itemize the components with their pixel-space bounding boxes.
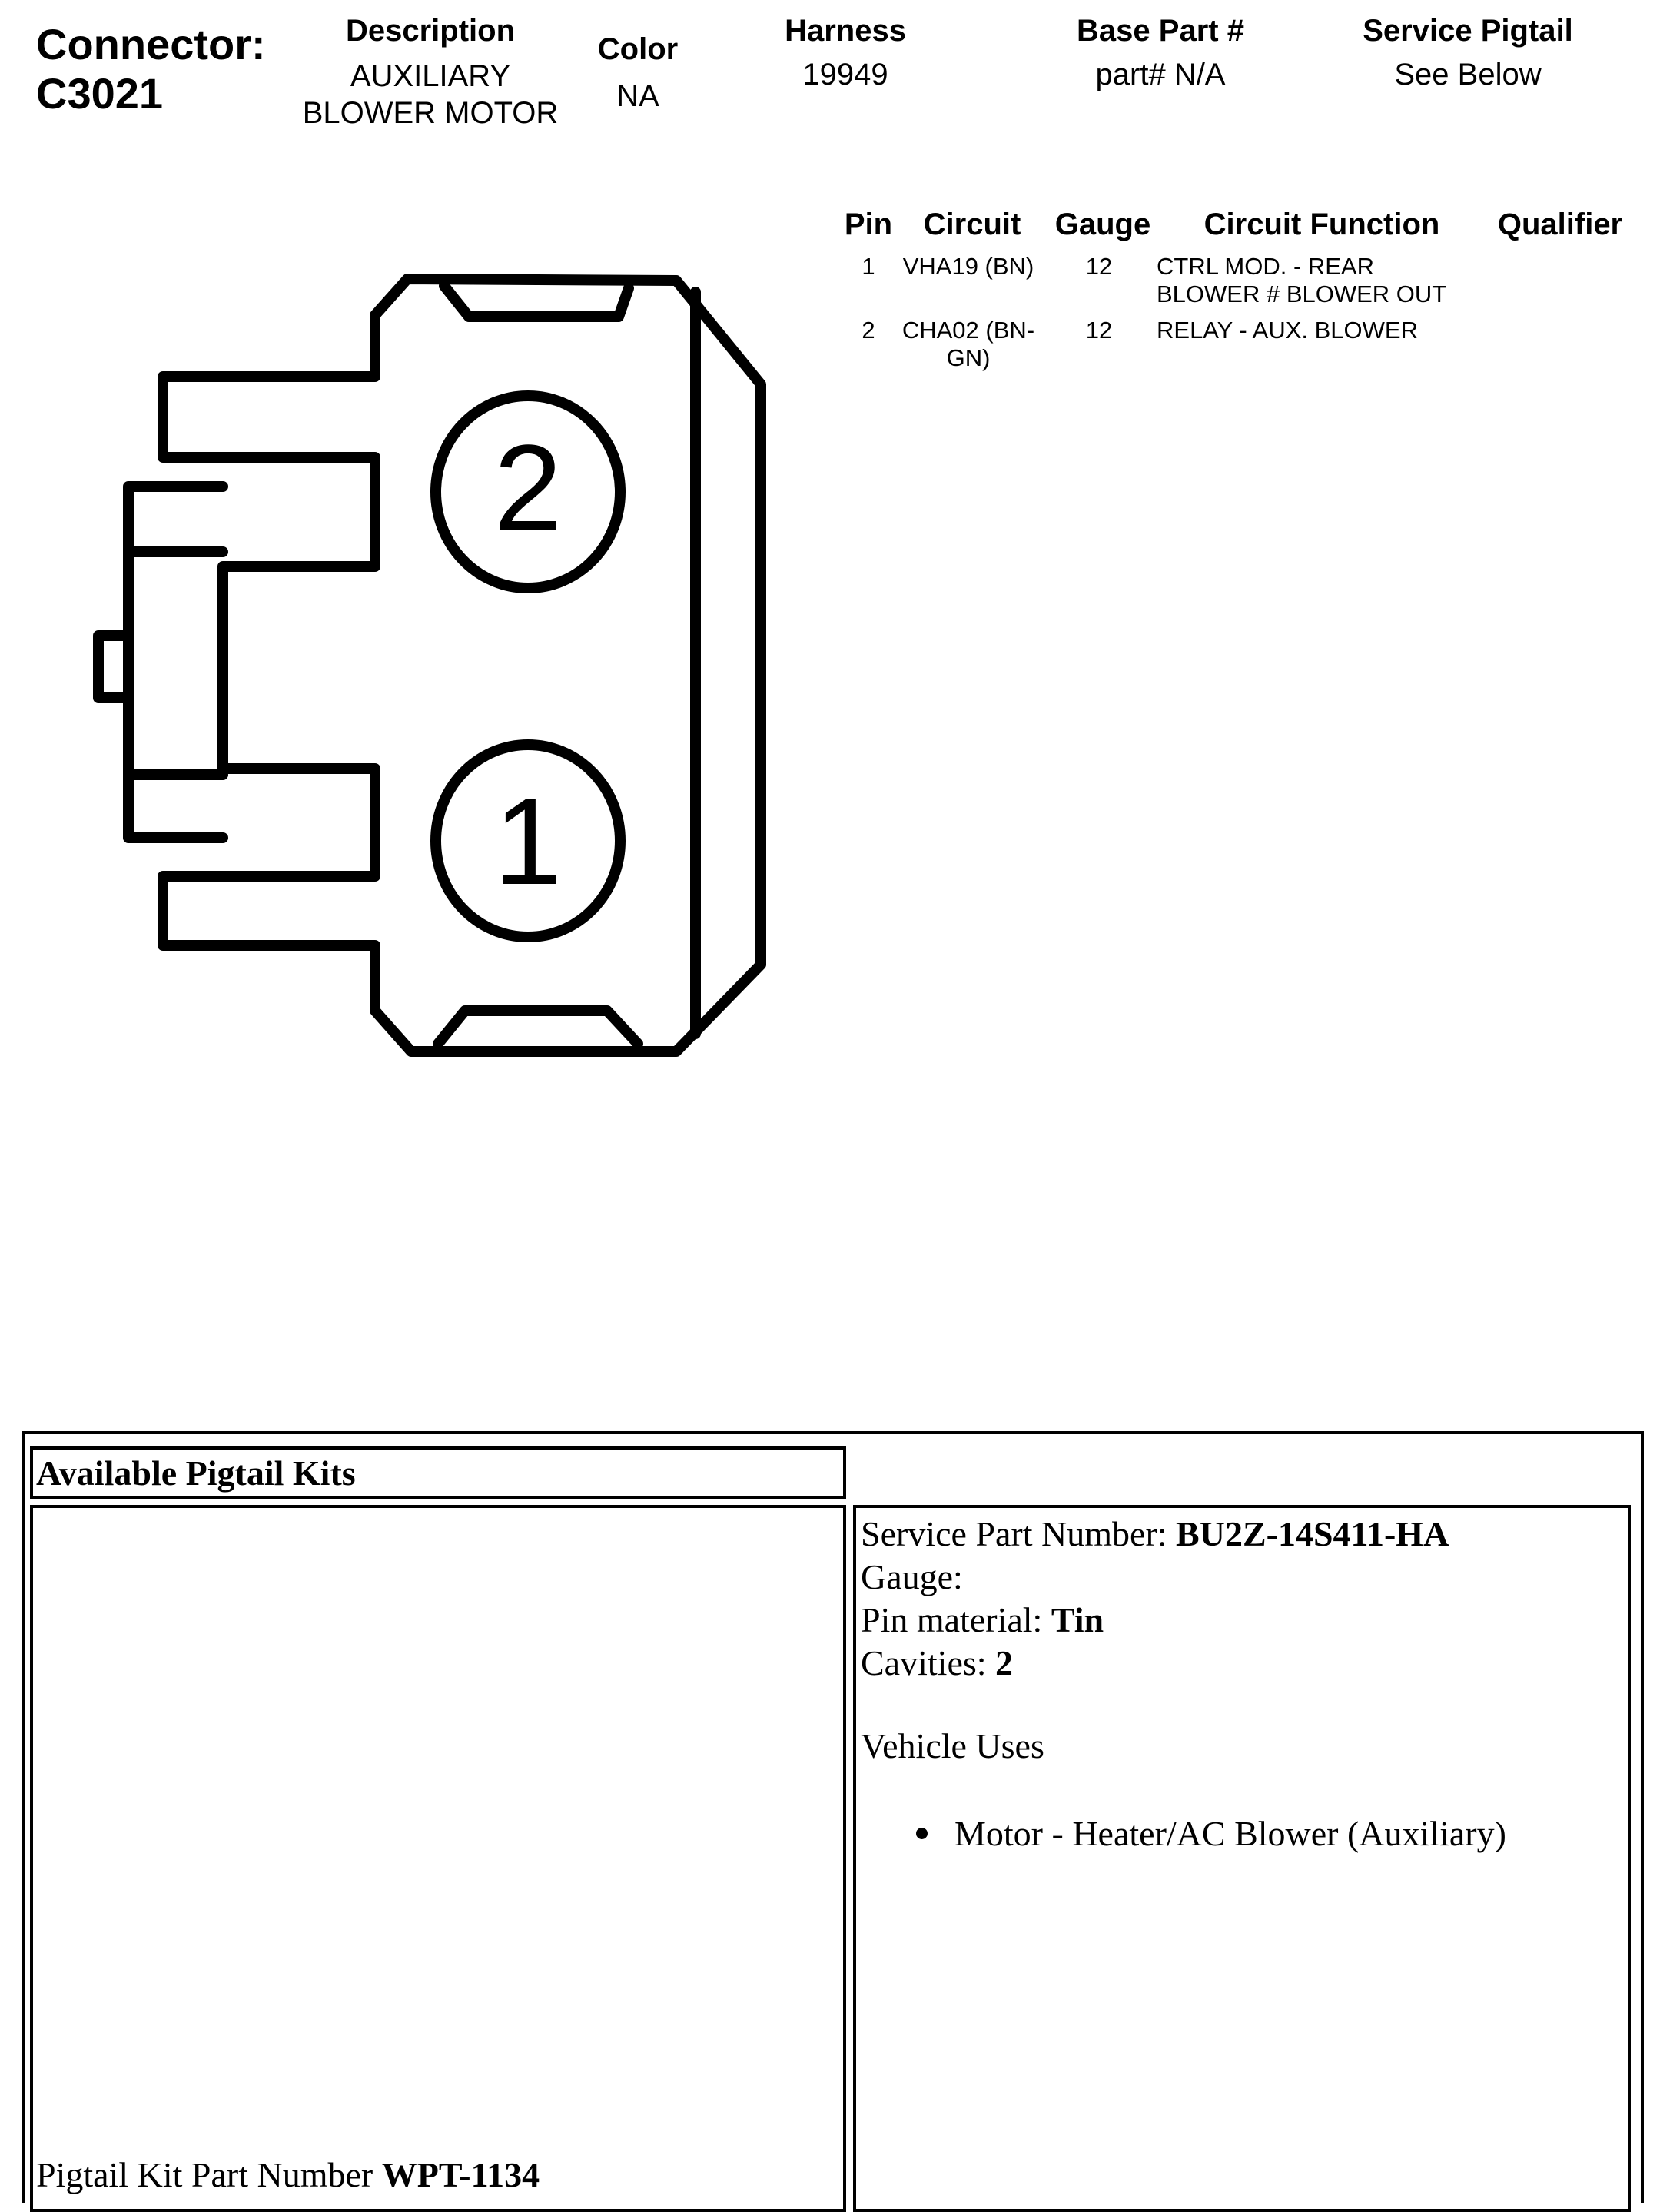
- color-label: Color: [597, 32, 679, 66]
- description-line2: BLOWER MOTOR: [302, 96, 559, 130]
- circuit-line1: CHA02 (BN-: [901, 317, 1035, 344]
- base-part-column: [1022, 14, 1299, 92]
- service-part-value: BU2Z-14S411-HA: [1176, 1514, 1449, 1553]
- left-clip: [128, 487, 223, 838]
- description-label: Description: [345, 14, 516, 48]
- list-item: [861, 1812, 1506, 1855]
- service-part-label: Service Part Number:: [861, 1514, 1167, 1553]
- cavities-label: Cavities:: [861, 1643, 987, 1682]
- pin-number: 2: [862, 317, 875, 344]
- pigtail-kits-section: [22, 1431, 1644, 2203]
- cavities-value: 2: [995, 1643, 1014, 1682]
- pin-material-label: Pin material:: [861, 1600, 1043, 1639]
- circuit-function-value: [1157, 253, 1495, 308]
- pin-header: Pin: [844, 208, 893, 241]
- qualifier-header: Qualifier: [1497, 208, 1623, 241]
- pin-material-spec: [861, 1599, 1506, 1642]
- service-pigtail-column: [1322, 14, 1614, 92]
- vehicle-use-text: Motor - Heater/AC Blower (Auxiliary): [954, 1814, 1506, 1853]
- kit-part-value: WPT-1134: [381, 2155, 540, 2194]
- bullet-icon: [916, 1828, 928, 1839]
- top-latch: [444, 286, 629, 317]
- function-line1: RELAY - AUX. BLOWER: [1157, 317, 1418, 344]
- circuit-header: Circuit: [923, 208, 1021, 241]
- service-pigtail-value: See Below: [1394, 58, 1542, 91]
- cavities-spec: [861, 1642, 1506, 1685]
- base-part-value: part# N/A: [1095, 58, 1226, 91]
- gauge-value: 12: [1085, 317, 1113, 344]
- harness-value: 19949: [802, 58, 888, 91]
- base-part-label: Base Part #: [1077, 14, 1244, 48]
- connector-body-outline: [163, 279, 761, 1051]
- circuit-value: [891, 317, 1045, 372]
- circuit-line2: GN): [946, 344, 991, 371]
- connector-face-diagram: [0, 0, 845, 1091]
- circuit-value: [891, 253, 1045, 281]
- pigtail-title-cell: [30, 1446, 846, 1499]
- circuit-line1: VHA19 (BN): [902, 253, 1034, 280]
- pin-1-label: 1: [493, 772, 563, 910]
- bottom-latch: [438, 1011, 638, 1044]
- connector-label: Connector:: [36, 20, 266, 68]
- circuit-function-header: Circuit Function: [1204, 208, 1440, 241]
- pin-2-label: 2: [493, 419, 563, 556]
- service-part-number: [861, 1513, 1506, 1556]
- color-value: NA: [616, 79, 659, 113]
- vehicle-uses-heading: Vehicle Uses: [861, 1726, 1044, 1765]
- kit-part-label: Pigtail Kit Part Number: [36, 2155, 374, 2194]
- pigtail-title: Available Pigtail Kits: [36, 1453, 356, 1493]
- function-line1: CTRL MOD. - REAR: [1157, 253, 1375, 280]
- gauge-value: 12: [1085, 253, 1113, 280]
- pigtail-spec-cell: [853, 1505, 1631, 2212]
- pigtail-kit-part-number: [36, 2154, 540, 2197]
- pigtail-image-cell: [30, 1505, 846, 2212]
- gauge-spec: Gauge:: [861, 1557, 963, 1596]
- connector-id: C3021: [36, 69, 164, 118]
- pin-number: 1: [862, 253, 875, 280]
- pin-material-value: Tin: [1051, 1600, 1104, 1639]
- harness-label: Harness: [785, 14, 906, 48]
- function-line2: BLOWER # BLOWER OUT: [1157, 281, 1447, 307]
- description-line1: AUXILIARY: [350, 59, 511, 93]
- service-pigtail-label: Service Pigtail: [1363, 14, 1573, 48]
- pigtail-specs: [861, 1513, 1506, 1855]
- gauge-header: Gauge: [1054, 208, 1151, 241]
- circuit-function-value: [1157, 317, 1495, 344]
